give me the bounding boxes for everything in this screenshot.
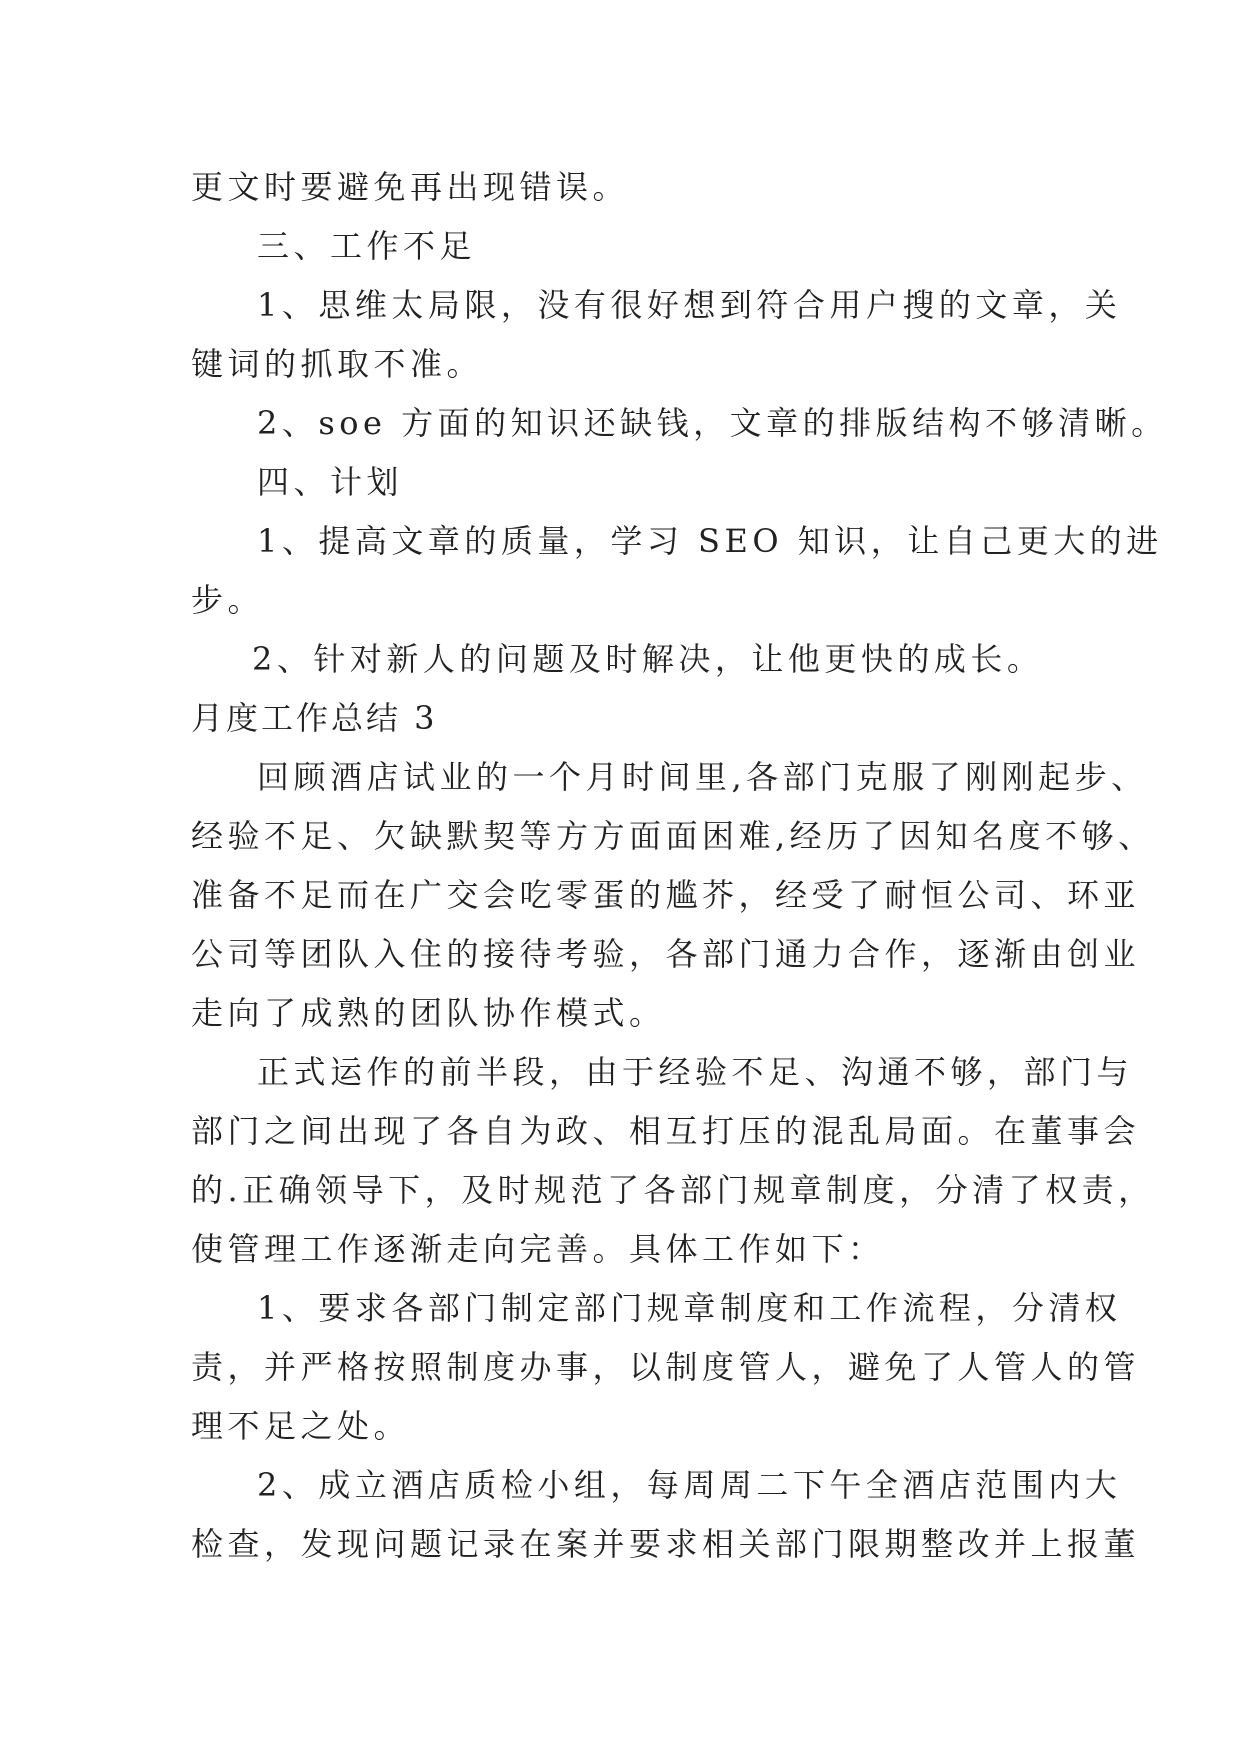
text-line: 1、要求各部门制定部门规章制度和工作流程，分清权 [257, 1289, 1122, 1327]
section-heading-plan: 四、计划 [257, 463, 404, 501]
text-line: 的.正确领导下，及时规范了各部门规章制度，分清了权责， [191, 1171, 1155, 1209]
document-body [191, 158, 1168, 1574]
text-line: 正式运作的前半段，由于经验不足、沟通不够，部门与 [257, 1053, 1134, 1091]
text-line: 经验不足、欠缺默契等方方面面困难,经历了因知名度不够、 [191, 817, 1155, 855]
text-line: 使管理工作逐渐走向完善。具体工作如下： [191, 1230, 885, 1268]
text-line: 更文时要避免再出现错误。 [191, 168, 630, 206]
text-line: 公司等团队入住的接待考验，各部门通力合作，逐渐由创业 [191, 935, 1141, 973]
text-line: 键词的抓取不准。 [191, 345, 484, 383]
text-line: 准备不足而在广交会吃零蛋的尴芥，经受了耐恒公司、环亚 [191, 876, 1141, 914]
text-line: 步。 [191, 581, 265, 619]
text-line: 2、针对新人的问题及时解决，让他更快的成长。 [252, 640, 1044, 678]
text-line: 走向了成熟的团队协作模式。 [191, 994, 666, 1032]
document-section-title: 月度工作总结 3 [191, 699, 438, 737]
text-line: 检查，发现问题记录在案并要求相关部门限期整改并上报董 [191, 1525, 1141, 1563]
text-line: 部门之间出现了各自为政、相互打压的混乱局面。在董事会 [191, 1112, 1141, 1150]
text-line: 2、成立酒店质检小组，每周周二下午全酒店范围内大 [257, 1466, 1122, 1504]
text-line: 1、提高文章的质量，学习 SEO 知识，让自己更大的进 [257, 522, 1163, 560]
section-heading-shortcomings: 三、工作不足 [257, 227, 477, 265]
text-line: 2、soe 方面的知识还缺钱，文章的排版结构不够清晰。 [257, 404, 1168, 442]
text-line: 理不足之处。 [191, 1407, 411, 1445]
text-line: 责，并严格按照制度办事，以制度管人，避免了人管人的管 [191, 1348, 1141, 1386]
text-line: 回顾酒店试业的一个月时间里,各部门克服了刚刚起步、 [257, 758, 1148, 796]
text-line: 1、思维太局限，没有很好想到符合用户搜的文章，关 [257, 286, 1122, 324]
